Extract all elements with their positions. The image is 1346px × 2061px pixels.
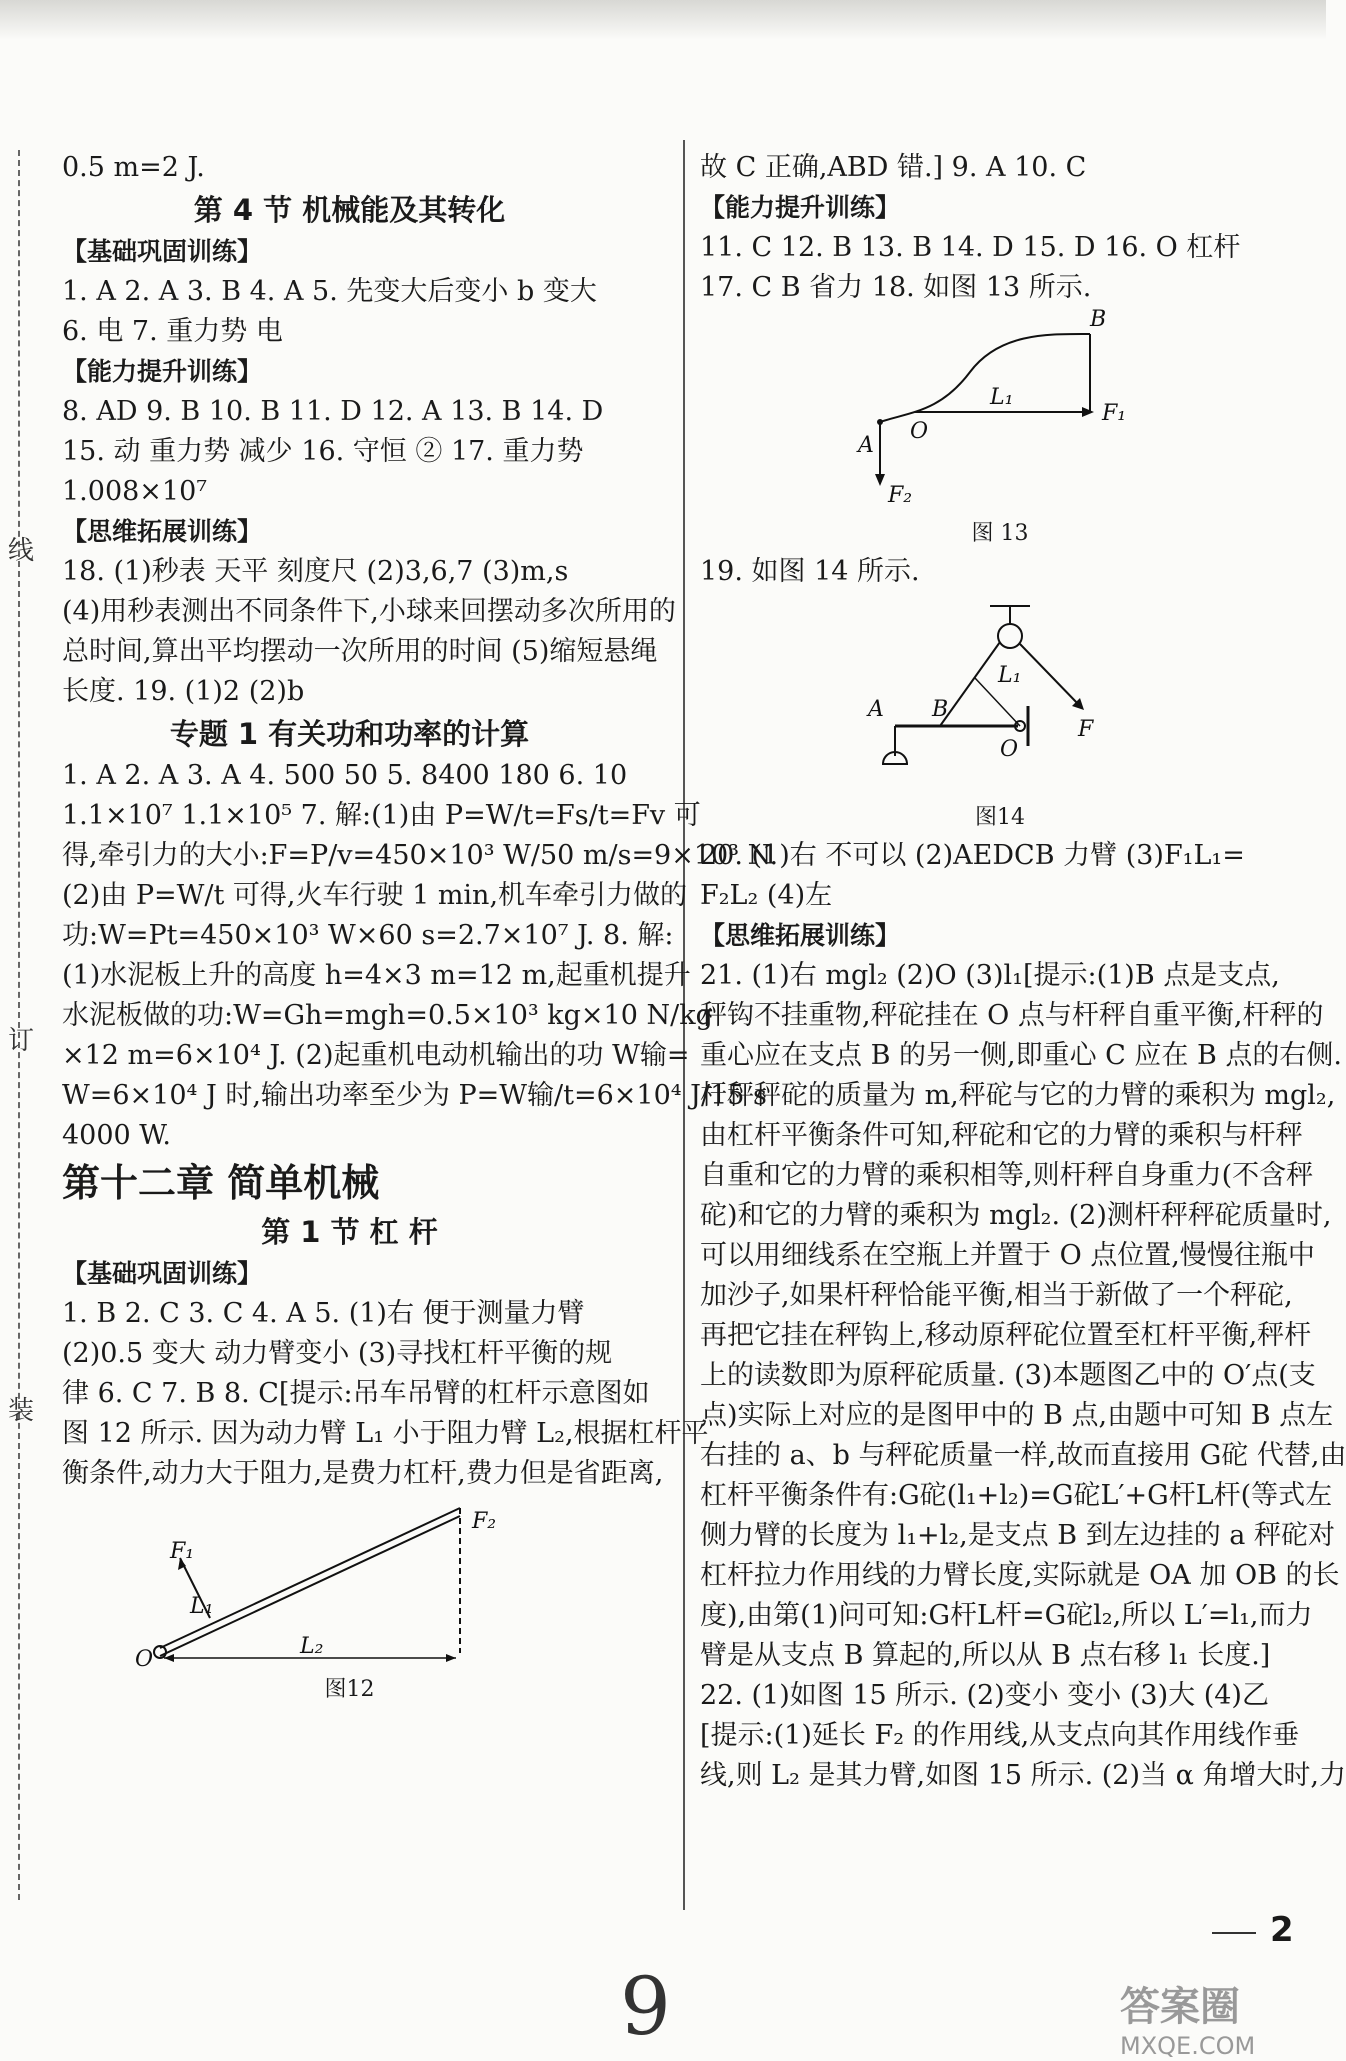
text-line: 线,则 L₂ 是其力臂,如图 15 所示. (2)当 α 角增大时,力 bbox=[700, 1760, 1346, 1791]
text-line: F₂L₂ (4)左 bbox=[700, 880, 833, 911]
text-line: 秤钩不挂重物,秤砣挂在 O 点与杆秤自重平衡,杆秤的 bbox=[700, 1000, 1324, 1031]
text-line: W=6×10⁴ J 时,输出功率至少为 P=W输/t=6×10⁴ J/15 s bbox=[62, 1080, 767, 1111]
text-line: 1.008×10⁷ bbox=[62, 476, 208, 507]
text-line: 水泥板做的功:W=Gh=mgh=0.5×10³ kg×10 N/kg bbox=[62, 1000, 713, 1031]
figure-caption: 图12 bbox=[324, 1677, 375, 1702]
text-line: ×12 m=6×10⁴ J. (2)起重机电动机输出的功 W输= bbox=[62, 1040, 690, 1071]
handwritten-mark: 9 bbox=[620, 1960, 671, 2053]
text-line: 杠杆平衡条件有:G砣(l₁+l₂)=G砣L′+G杆L杆(等式左 bbox=[700, 1480, 1333, 1511]
text-line: 可以用细线系在空瓶上并置于 O 点位置,慢慢往瓶中 bbox=[700, 1240, 1315, 1271]
text-line: 18. (1)秒表 天平 刻度尺 (2)3,6,7 (3)m,s bbox=[62, 556, 569, 587]
text-line: 度),由第(1)问可知:G杆L杆=G砣l₂,所以 L′=l₁,而力 bbox=[700, 1600, 1313, 1631]
text-line: 1. A 2. A 3. B 4. A 5. 先变大后变小 b 变大 bbox=[62, 276, 597, 307]
text-line: 功:W=Pt=450×10³ W×60 s=2.7×10⁷ J. 8. 解: bbox=[62, 920, 674, 951]
text-line: 杠杆拉力作用线的力臂长度,实际就是 OA 加 OB 的长 bbox=[700, 1560, 1340, 1591]
margin-char-zhuang: 装 bbox=[8, 1396, 35, 1426]
label-F2: F₂ bbox=[471, 1509, 496, 1534]
arrowhead bbox=[446, 1654, 456, 1662]
text-line: 图 12 所示. 因为动力臂 L₁ 小于阻力臂 L₂,根据杠杆平 bbox=[62, 1418, 709, 1449]
text-line: 故 C 正确,ABD 错.] 9. A 10. C bbox=[700, 152, 1087, 183]
label-F: F bbox=[1078, 717, 1094, 742]
arrowhead bbox=[1082, 407, 1094, 417]
label-L1: L₁ bbox=[990, 385, 1014, 410]
text-line: 总时间,算出平均摆动一次所用的时间 (5)缩短悬绳 bbox=[62, 636, 658, 667]
text-line: (2)由 P=W/t 可得,火车行驶 1 min,机车牵引力做的 bbox=[62, 880, 688, 911]
text-line: 1. B 2. C 3. C 4. A 5. (1)右 便于测量力臂 bbox=[62, 1298, 585, 1329]
text-line: 8. AD 9. B 10. B 11. D 12. A 13. B 14. D bbox=[62, 396, 604, 427]
watermark bbox=[1120, 1975, 1255, 2060]
lever-arm bbox=[160, 1508, 460, 1648]
page-edge-shadow bbox=[0, 0, 1326, 40]
text-line: 11. C 12. B 13. B 14. D 15. D 16. O 杠杆 bbox=[700, 232, 1241, 263]
text-line: 19. 如图 14 所示. bbox=[700, 556, 920, 587]
pulley bbox=[998, 624, 1022, 648]
right-column bbox=[700, 148, 1346, 1796]
text-line: 长度. 19. (1)2 (2)b bbox=[62, 676, 305, 707]
label-F1: F₁ bbox=[169, 1539, 194, 1564]
figure-13-diagram bbox=[850, 307, 1150, 512]
text-line: (1)水泥板上升的高度 h=4×3 m=12 m,起重机提升 bbox=[62, 960, 691, 991]
text-line: 再把它挂在秤钩上,移动原秤砣位置至杠杆平衡,秤杆 bbox=[700, 1320, 1312, 1351]
text-line: 17. C B 省力 18. 如图 13 所示. bbox=[700, 272, 1092, 303]
category-heading: 【能力提升训练】 bbox=[62, 357, 263, 386]
label-F1: F₁ bbox=[1102, 401, 1127, 426]
section-heading: 专题 1 有关功和功率的计算 bbox=[169, 717, 530, 751]
category-heading: 【基础巩固训练】 bbox=[62, 237, 263, 266]
text-line: 21. (1)右 mgl₂ (2)O (3)l₁[提示:(1)B 点是支点, bbox=[700, 960, 1280, 991]
text-line: 重心应在支点 B 的另一侧,即重心 C 应在 B 点的右侧. bbox=[700, 1040, 1343, 1071]
text-line: 由杠杆平衡条件可知,秤砣和它的力臂的乘积与杆秤 bbox=[700, 1120, 1303, 1151]
page-number-dash bbox=[1212, 1932, 1256, 1934]
label-L1: L₁ bbox=[189, 1594, 213, 1619]
text-line: [提示:(1)延长 F₂ 的作用线,从支点向其作用线作垂 bbox=[700, 1720, 1300, 1751]
category-heading: 【思维拓展训练】 bbox=[700, 921, 901, 950]
label-O: O bbox=[134, 1647, 153, 1672]
text-line: 22. (1)如图 15 所示. (2)变小 变小 (3)大 (4)乙 bbox=[700, 1680, 1269, 1711]
watermark-url: MXQE.COM bbox=[1120, 2032, 1256, 2060]
text-line: 1. A 2. A 3. A 4. 500 50 5. 8400 180 6. 10 bbox=[62, 760, 628, 791]
label-A: A bbox=[868, 697, 884, 722]
figure-caption: 图14 bbox=[975, 805, 1025, 830]
figure-14-diagram bbox=[850, 596, 1150, 796]
category-heading: 【能力提升训练】 bbox=[700, 193, 901, 222]
label-A: A bbox=[858, 433, 874, 458]
text-line: 臂是从支点 B 算起的,所以从 B 点右移 l₁ 长度.] bbox=[700, 1640, 1271, 1671]
label-O: O bbox=[1000, 737, 1019, 762]
text-line: 衡条件,动力大于阻力,是费力杠杆,费力但是省距离, bbox=[62, 1458, 664, 1489]
category-heading: 【基础巩固训练】 bbox=[62, 1259, 263, 1288]
text-line: 律 6. C 7. B 8. C[提示:吊车吊臂的杠杆示意图如 bbox=[62, 1378, 650, 1409]
text-line: (4)用秒表测出不同条件下,小球来回摆动多次所用的 bbox=[62, 596, 676, 627]
text-line: 4000 W. bbox=[62, 1120, 171, 1151]
text-line: (2)0.5 变大 动力臂变小 (3)寻找杠杆平衡的规 bbox=[62, 1338, 613, 1369]
text-line: 得,牵引力的大小:F=P/v=450×10³ W/50 m/s=9×10³ N. bbox=[62, 840, 779, 871]
text-line: 15. 动 重力势 减少 16. 守恒 ② 17. 重力势 bbox=[62, 436, 584, 467]
curved-lever bbox=[880, 334, 1090, 422]
text-line: 侧力臂的长度为 l₁+l₂,是支点 B 到左边挂的 a 秤砣对 bbox=[700, 1520, 1335, 1551]
text-line: 6. 电 7. 重力势 电 bbox=[62, 316, 283, 347]
label-B: B bbox=[1090, 307, 1107, 332]
text-line: 杆秤秤砣的质量为 m,秤砣与它的力臂的乘积为 mgl₂, bbox=[700, 1080, 1336, 1111]
arrowhead bbox=[875, 474, 885, 486]
chapter-heading: 第十二章 简单机械 bbox=[62, 1161, 380, 1205]
margin-char-xian: 线 bbox=[8, 536, 35, 566]
text-line: 上的读数即为原秤砣质量. (3)本题图乙中的 O′点(支 bbox=[700, 1360, 1316, 1391]
rope-left bbox=[940, 642, 1000, 726]
category-heading: 【思维拓展训练】 bbox=[62, 517, 263, 546]
figure-caption: 图 13 bbox=[971, 521, 1029, 546]
figure-12-diagram bbox=[130, 1498, 570, 1672]
label-L2: L₂ bbox=[299, 1634, 323, 1659]
text-line: 右挂的 a、b 与秤砣质量一样,故而直接用 G砣 代替,由 bbox=[700, 1440, 1346, 1471]
text-line: 点)实际上对应的是图甲中的 B 点,由题中可知 B 点左 bbox=[700, 1400, 1334, 1431]
label-L1: L₁ bbox=[998, 663, 1022, 688]
text-line: 1.1×10⁷ 1.1×10⁵ 7. 解:(1)由 P=W/t=Fs/t=Fv 可 bbox=[62, 800, 701, 831]
text-line: 砣)和它的力臂的乘积为 mgl₂. (2)测杆秤秤砣质量时, bbox=[700, 1200, 1332, 1231]
page-number: 2 bbox=[1270, 1910, 1294, 1950]
text-line: 20. (1)右 不可以 (2)AEDCB 力臂 (3)F₁L₁= bbox=[700, 840, 1245, 871]
label-O: O bbox=[910, 419, 929, 444]
section-heading: 第 4 节 机械能及其转化 bbox=[193, 193, 506, 227]
label-B: B bbox=[932, 697, 949, 722]
rope-right-force-F bbox=[1020, 644, 1080, 706]
margin-char-ding: 订 bbox=[8, 1026, 35, 1056]
watermark-logo-text: 答案圈 bbox=[1120, 1984, 1240, 2030]
text-line: 加沙子,如果杆秤恰能平衡,相当于新做了一个秤砣, bbox=[700, 1280, 1293, 1311]
text-line: 0.5 m=2 J. bbox=[62, 152, 205, 183]
section-heading: 第 1 节 杠 杆 bbox=[261, 1215, 438, 1249]
label-F2: F₂ bbox=[888, 483, 913, 508]
text-line: 自重和它的力臂的乘积相等,则杆秤自身重力(不含秤 bbox=[700, 1160, 1314, 1191]
